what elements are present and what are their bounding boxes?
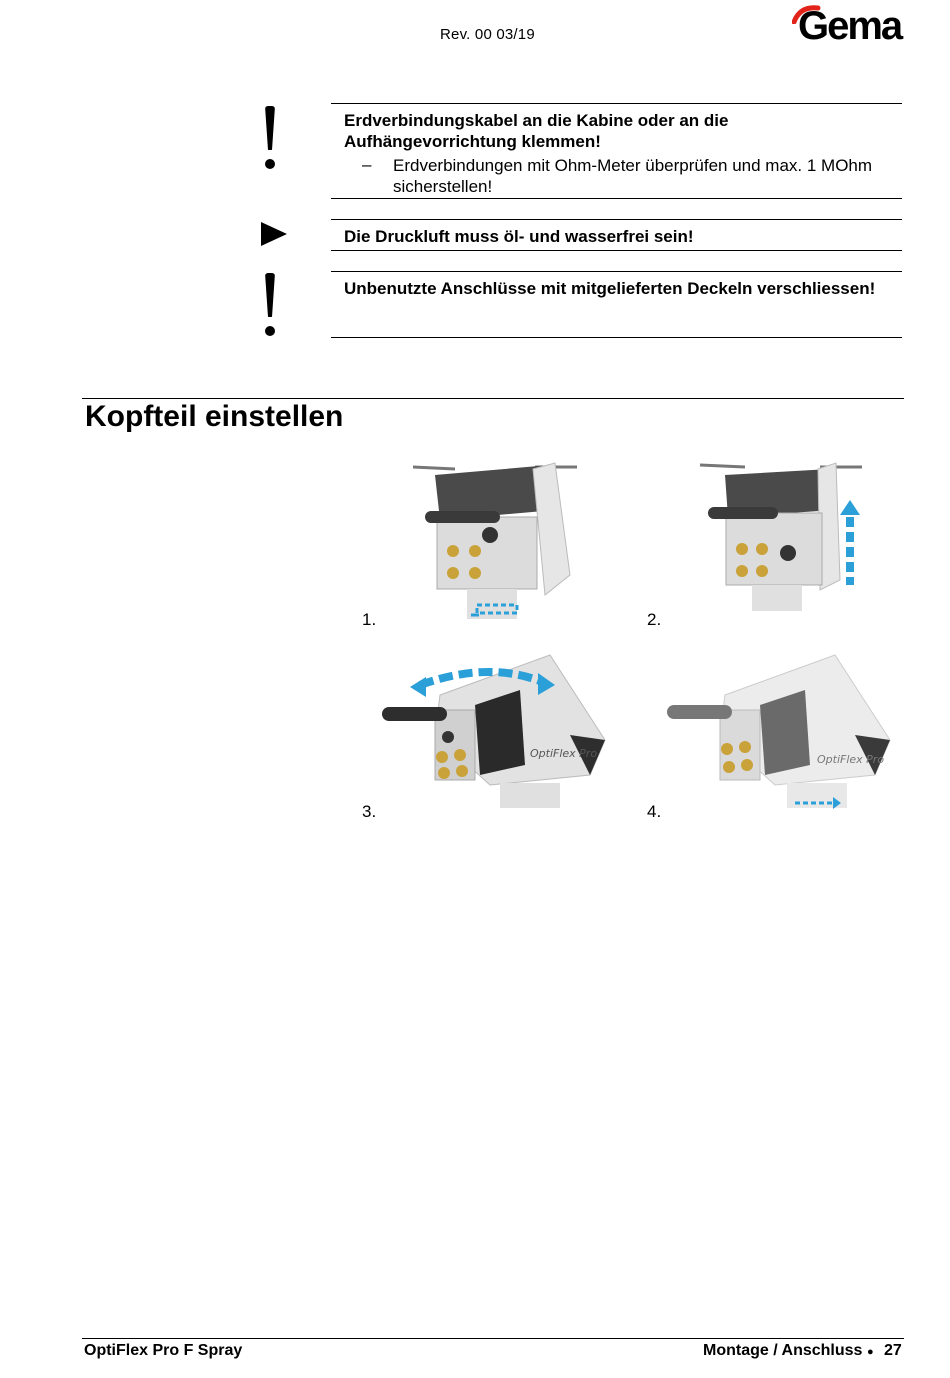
notice-1-subtext bbox=[393, 155, 893, 197]
device-illustration bbox=[690, 455, 880, 615]
notice-3-text: Unbenutzte Anschlüsse mit mitgelieferten Deckeln verschliessen! bbox=[344, 279, 876, 298]
step-2-label: 2. bbox=[647, 610, 662, 629]
divider bbox=[331, 103, 902, 104]
notice-1-line2: Aufhängevorrichtung klemmen! bbox=[344, 132, 601, 151]
footer-bullet-icon: ● bbox=[867, 1346, 874, 1358]
divider bbox=[331, 271, 902, 272]
divider bbox=[331, 337, 902, 338]
step-1-label: 1. bbox=[362, 610, 377, 629]
notice-1-sub-line2: sicherstellen! bbox=[393, 177, 493, 196]
notice-1-line1: Erdverbindungskabel an die Kabine oder an die bbox=[344, 111, 729, 130]
device-label: OptiFlex Pro bbox=[530, 747, 598, 760]
divider bbox=[331, 198, 902, 199]
step-3-label: 3. bbox=[362, 802, 377, 821]
step-4-label: 4. bbox=[647, 802, 662, 821]
page-number: 27 bbox=[884, 1342, 902, 1359]
notice-1-sub-line1: Erdverbindungen mit Ohm-Meter überprüfen und max. 1 MOhm bbox=[393, 156, 873, 175]
list-dash: – bbox=[362, 155, 372, 174]
logo-text: Gema bbox=[798, 4, 902, 48]
step-2-image bbox=[690, 455, 880, 615]
device-illustration bbox=[665, 645, 895, 815]
play-arrow-icon bbox=[261, 222, 287, 246]
device-illustration bbox=[380, 645, 610, 810]
device-label: OptiFlex Pro bbox=[817, 753, 885, 766]
section-title: Kopfteil einstellen bbox=[85, 400, 344, 433]
footer-product: OptiFlex Pro F Spray bbox=[84, 1342, 243, 1359]
section-rule bbox=[82, 398, 904, 399]
gema-logo bbox=[792, 4, 904, 46]
step-1-image bbox=[405, 455, 595, 625]
step-3-image bbox=[380, 645, 610, 810]
divider bbox=[331, 250, 902, 251]
step-4-image bbox=[665, 645, 895, 815]
revision-label: Rev. 00 03/19 bbox=[440, 26, 535, 43]
divider bbox=[331, 219, 902, 220]
notice-1-text bbox=[344, 110, 728, 152]
device-illustration bbox=[405, 455, 595, 625]
footer-rule bbox=[82, 1338, 904, 1339]
notice-2-text: Die Druckluft muss öl- und wasserfrei sein! bbox=[344, 227, 694, 246]
footer-section: Montage / Anschluss bbox=[703, 1342, 863, 1359]
